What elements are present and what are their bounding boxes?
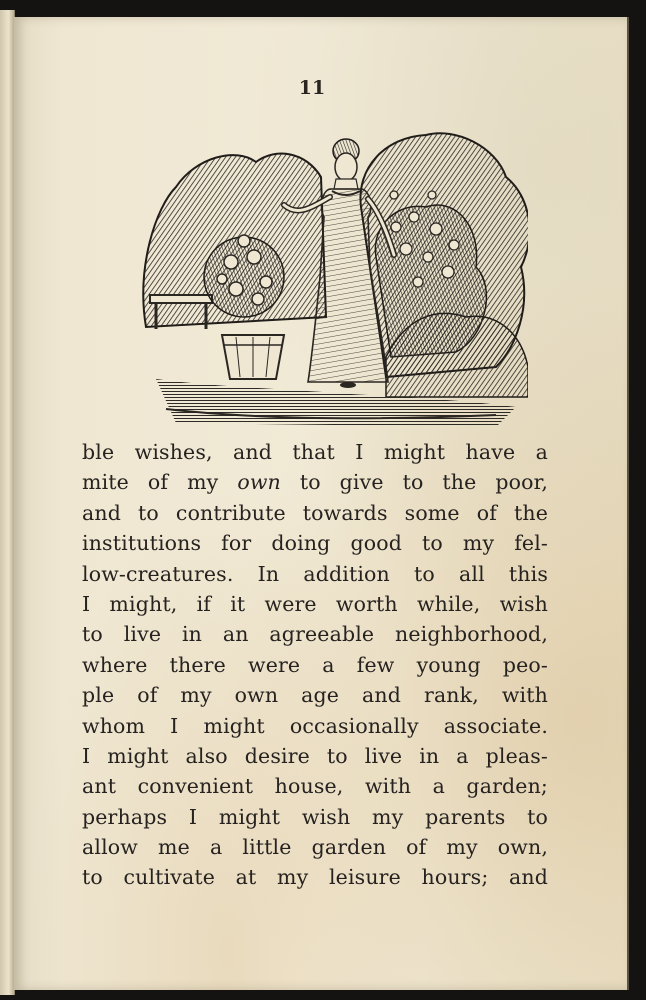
text-line: institutions for doing good to my fel- <box>82 531 548 556</box>
left-page-edge <box>0 10 15 995</box>
text-line: allow me a little garden of my own, <box>82 835 548 860</box>
text-line: to live in an agreeable neighborhood, <box>82 622 548 647</box>
text-line: where there were a few young peo- <box>82 652 548 677</box>
text-segment: to give to the poor, <box>280 470 548 495</box>
woodcut-illustration <box>136 117 528 429</box>
text-line: ant convenient house, with a garden; <box>82 774 548 799</box>
text-line <box>82 467 548 497</box>
text-line: perhaps I might wish my parents to <box>82 804 548 829</box>
book-page <box>14 17 629 990</box>
text-line: whom I might occasionally associate. <box>82 713 548 738</box>
page-body-text <box>82 437 548 893</box>
woman-in-garden-woodcut-icon <box>136 117 528 429</box>
text-line: ble wishes, and that I might have a <box>82 440 548 464</box>
text-line: and to contribute towards some of the <box>82 500 548 525</box>
text-line: I might, if it were worth while, wish <box>82 591 548 616</box>
text-line: I might also desire to live in a pleas- <box>82 743 548 768</box>
text-line: ple of my own age and rank, with <box>82 683 548 708</box>
page-number: 11 <box>298 77 326 99</box>
text-line: to cultivate at my leisure hours; and <box>82 865 548 890</box>
emphasized-word: own <box>237 470 281 495</box>
text-segment: mite of my <box>82 470 238 495</box>
text-line: low-creatures. In addition to all this <box>82 561 548 586</box>
